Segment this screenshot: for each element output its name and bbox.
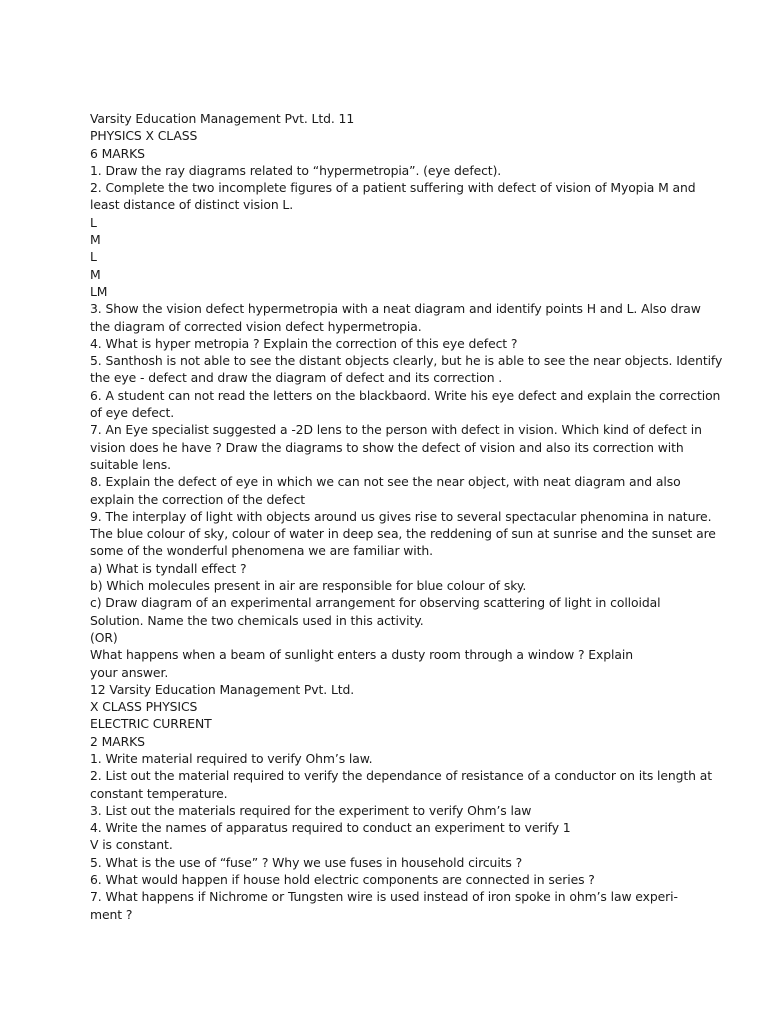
text-line: 4. Write the names of apparatus required to conduct an experiment to verify 1 bbox=[90, 820, 571, 836]
text-line: ELECTRIC CURRENT bbox=[90, 716, 212, 732]
text-line: of eye defect. bbox=[90, 405, 175, 421]
text-line: Varsity Education Management Pvt. Ltd. 11 bbox=[90, 111, 355, 126]
text-line: 2 MARKS bbox=[90, 733, 145, 749]
text-line: the diagram of corrected vision defect hypermetropia. bbox=[90, 318, 422, 334]
text-line: L bbox=[90, 214, 97, 230]
text-line: 9. The interplay of light with objects around us gives rise to several spectacular phenomina in nature. bbox=[90, 508, 712, 524]
text-line: What happens when a beam of sunlight enters a dusty room through a window ? Explain bbox=[90, 647, 633, 663]
text-line: your answer. bbox=[90, 664, 169, 680]
text-line: PHYSICS X CLASS bbox=[90, 128, 198, 144]
text-line: 3. Show the vision defect hypermetropia with a neat diagram and identify points H and L. Also draw bbox=[90, 301, 701, 317]
text-line: 7. An Eye specialist suggested a -2D lens to the person with defect in vision. Which kind of defect in bbox=[90, 422, 702, 438]
text-line: suitable lens. bbox=[90, 456, 171, 472]
text-line: explain the correction of the defect bbox=[90, 491, 306, 507]
text-line: 3. List out the materials required for the experiment to verify Ohm’s law bbox=[90, 802, 532, 818]
text-line: 12 Varsity Education Management Pvt. Ltd. bbox=[90, 681, 355, 697]
text-line: ment ? bbox=[90, 906, 133, 922]
text-line: M bbox=[90, 232, 101, 248]
text-line: (OR) bbox=[90, 629, 118, 645]
text-line: some of the wonderful phenomena we are familiar with. bbox=[90, 543, 433, 559]
text-line: b) Which molecules present in air are responsible for blue colour of sky. bbox=[90, 578, 527, 594]
text-line: 1. Draw the ray diagrams related to “hypermetropia”. (eye defect). bbox=[90, 162, 502, 178]
text-line: constant temperature. bbox=[90, 785, 228, 801]
text-line: 2. Complete the two incomplete figures of a patient suffering with defect of vision of Myopia M and bbox=[90, 180, 696, 196]
text-line: 8. Explain the defect of eye in which we can not see the near object, with neat diagram and also bbox=[90, 474, 681, 490]
text-line: LM bbox=[90, 283, 108, 299]
text-line: X CLASS PHYSICS bbox=[90, 699, 198, 715]
text-line: c) Draw diagram of an experimental arrangement for observing scattering of light in colloidal bbox=[90, 595, 661, 611]
text-line: least distance of distinct vision L. bbox=[90, 197, 294, 213]
text-line: 6. A student can not read the letters on the blackbaord. Write his eye defect and explain the correction bbox=[90, 387, 721, 403]
text-line: vision does he have ? Draw the diagrams to show the defect of vision and also its correction with bbox=[90, 439, 684, 455]
text-line: 5. Santhosh is not able to see the distant objects clearly, but he is able to see the near objects. Identify bbox=[90, 353, 723, 369]
text-line: 6 MARKS bbox=[90, 145, 145, 161]
text-line: M bbox=[90, 266, 101, 282]
text-line: 7. What happens if Nichrome or Tungsten wire is used instead of iron spoke in ohm’s law experi- bbox=[90, 889, 678, 905]
text-line: V is constant. bbox=[90, 837, 173, 853]
text-line: L bbox=[90, 249, 97, 265]
text-line: 6. What would happen if house hold electric components are connected in series ? bbox=[90, 872, 595, 888]
text-line: 2. List out the material required to verify the dependance of resistance of a conductor on its length at bbox=[90, 768, 713, 784]
text-line: 4. What is hyper metropia ? Explain the correction of this eye defect ? bbox=[90, 335, 518, 351]
text-line: The blue colour of sky, colour of water in deep sea, the reddening of sun at sunrise and the sunset are bbox=[90, 526, 716, 542]
text-line: 5. What is the use of “fuse” ? Why we use fuses in household circuits ? bbox=[90, 854, 523, 870]
document-body bbox=[90, 110, 723, 923]
text-line: Solution. Name the two chemicals used in this activity. bbox=[90, 612, 424, 628]
text-line: 1. Write material required to verify Ohm’s law. bbox=[90, 750, 373, 766]
text-line: a) What is tyndall effect ? bbox=[90, 560, 247, 576]
text-line: the eye - defect and draw the diagram of defect and its correction . bbox=[90, 370, 503, 386]
